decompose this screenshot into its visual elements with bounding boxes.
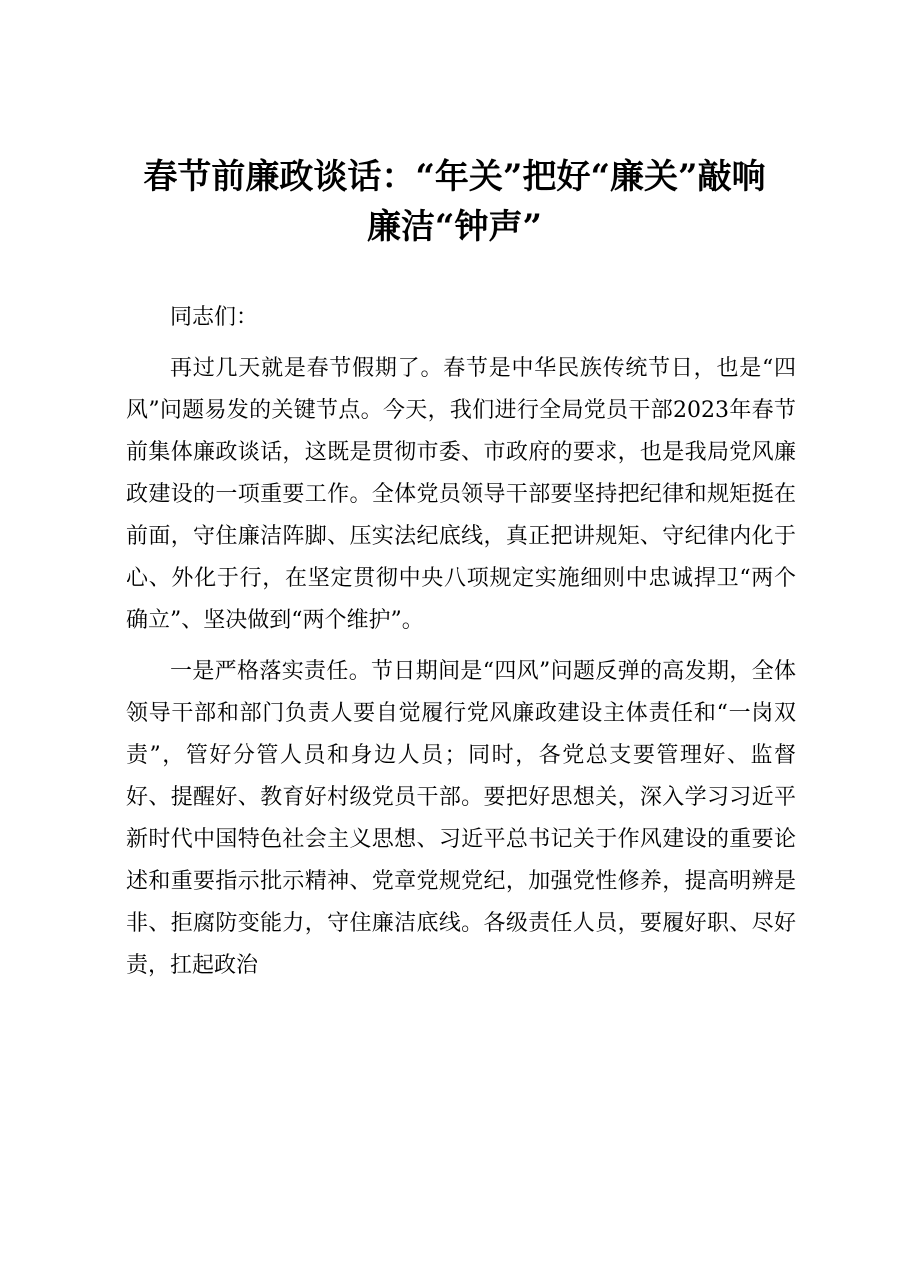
document-title [100,152,809,252]
document-body [126,297,796,996]
paragraph-intro: 再过几天就是春节假期了。春节是中华民族传统节日，也是“四风”问题易发的关键节点。今天，我们进行全局党员干部2023年春节前集体廉政谈话，这既是贯彻市委、市政府的要求，也是我局党风廉政建设的一项重要工作。全体党员领导干部要坚持把纪律和规矩挺在前面，守住廉洁阵脚、压实法纪底线，真正把讲规矩、守纪律内化于心、外化于行，在坚定贯彻中央八项规定实施细则中忠诚捍卫“两个确立”、坚决做到“两个维护”。 [126,356,796,633]
title-line-2: 廉洁“钟声” [366,207,543,247]
title-line-1: 春节前廉政谈话：“年关”把好“廉关”敲响 [143,157,766,197]
greeting: 同志们： [170,305,259,330]
paragraph-point-one: 一是严格落实责任。节日期间是“四风”问题反弹的高发期，全体领导干部和部门负责人要自觉履行党风廉政建设主体责任和“一岗双责”，管好分管人员和身边人员；同时，各党总支要管理好、监督好、提醒好、教育好村级党员干部。要把好思想关，深入学习习近平新时代中国特色社会主义思想、习近平总书记关于作风建设的重要论述和重要指示批示精神、党章党规党纪，加强党性修养，提高明辨是非、拒腐防变能力，守住廉洁底线。各级责任人员，要履好职、尽好责，扛起政治 [126,659,796,978]
